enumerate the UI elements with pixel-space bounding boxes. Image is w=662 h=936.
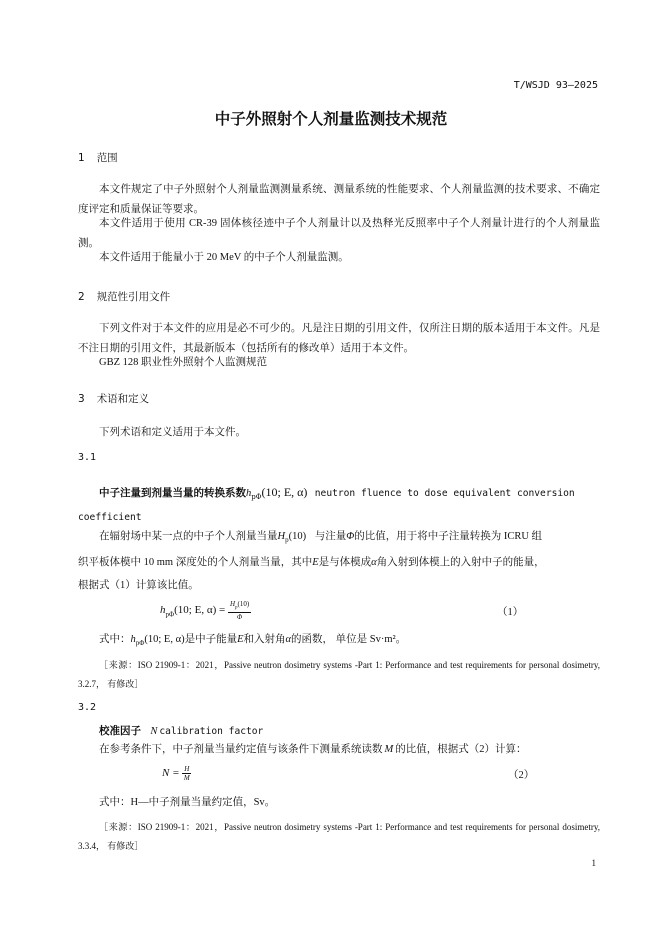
numerator-symbol: H [229, 600, 236, 608]
source-note: ［来源：ISO 21909-1：2021，Passive neutron dosimetry systems -Part 1: Performance and test requirements for personal dosimetry, 3.3.4， 有修改］ [78, 822, 600, 851]
term-english-continued: coefficient [78, 512, 142, 523]
symbol: Φ [346, 531, 355, 542]
eq-args: (10; E, α) = [174, 604, 226, 617]
section-number: 2 [78, 291, 85, 303]
denominator: M [183, 774, 190, 782]
text: 是与体模成 [318, 557, 372, 568]
section-number: 3 [78, 393, 85, 405]
paragraph: 本文件规定了中子外照射个人剂量监测测量系统、测量系统的性能要求、个人剂量监测的技术要求、不确定度评定和质量保证等要求。 [78, 184, 600, 215]
section-title: 范围 [96, 152, 118, 164]
source-note: ［来源：ISO 21909-1：2021，Passive neutron dosimetry systems -Part 1: Performance and test requirements for personal dosimetry, 3.2.7， 有修改］ [78, 660, 600, 689]
symbol-subscript: p [285, 536, 289, 545]
equation-label: （2） [508, 770, 535, 781]
paragraph: 本文件适用于能量小于 20 MeV 的中子个人剂量监测。 [99, 252, 349, 263]
symbol: h [130, 634, 136, 645]
numerator-subscript: p [235, 605, 238, 611]
term-chinese: 中子注量到剂量当量的转换系数 [99, 487, 246, 499]
page-number: 1 [591, 858, 596, 868]
text: 的比值，根据式（2）计算： [395, 744, 527, 755]
numerator-args: (10) [237, 600, 250, 608]
text: 在辐射场中某一点的中子个人剂量当量 [99, 531, 278, 542]
text: 的比值，用于将中子注量转换为 ICRU 组 [354, 531, 543, 542]
where-clause [99, 631, 406, 647]
symbol-subscript: pΦ [135, 639, 145, 648]
symbol: E [312, 557, 319, 568]
paragraph: 下列术语和定义适用于本文件。 [99, 427, 246, 438]
equation-label: （1） [497, 607, 524, 618]
term-english: neutron fluence to dose equivalent conversion [314, 488, 575, 499]
definition-line: 根据式（1）计算该比值。 [78, 580, 199, 591]
paragraph: 下列文件对于本文件的应用是必不可少的。凡是注日期的引用文件，仅所注日期的版本适用于本文件。凡是不注日期的引用文件，其最新版本（包括所有的修改单）适用于本文件。 [78, 323, 600, 354]
fraction [182, 765, 191, 782]
section-1-heading [78, 150, 118, 165]
symbol: E [237, 634, 244, 645]
text: 是中子能量 [184, 634, 238, 645]
text: 与注量 [314, 531, 347, 542]
section-title: 规范性引用文件 [96, 291, 171, 303]
term-heading [99, 723, 263, 738]
text: 式中： [99, 634, 131, 645]
section-3-heading [78, 391, 149, 406]
definition-line [78, 553, 545, 573]
symbol: M [384, 744, 394, 755]
text: 角入射到体模上的入射中子的能量， [376, 557, 545, 568]
numerator [228, 600, 251, 613]
text: 织平板体模中 10 mm 深度处的个人剂量当量，其中 [78, 557, 313, 568]
standard-number: T/WSJD 93—2025 [513, 80, 598, 91]
text: 和入射角 [243, 634, 286, 645]
symbol: α [371, 557, 377, 568]
term-chinese: 校准因子 [99, 725, 141, 737]
section-2-heading [78, 289, 170, 304]
term-heading [99, 485, 575, 501]
eq-symbol: h [160, 604, 166, 617]
term-number: 3.1 [78, 452, 97, 463]
section-number: 1 [78, 152, 85, 164]
eq-subscript: pΦ [165, 610, 175, 619]
term-english: calibration factor [159, 726, 264, 737]
symbol: H [277, 531, 286, 542]
numerator: H [184, 765, 190, 773]
term-symbol-args: (10; E, α) [261, 485, 308, 499]
document-title: 中子外照射个人剂量监测技术规范 [214, 110, 448, 128]
text: 的函数， 单位是 Sv·m²。 [291, 634, 407, 645]
eq-lhs: N = [162, 767, 180, 780]
definition-line [99, 527, 542, 550]
definition-line [99, 740, 527, 760]
section-title: 术语和定义 [96, 393, 150, 405]
symbol-args: (10; E, α) [144, 634, 185, 645]
term-number: 3.2 [78, 702, 97, 713]
text: 在参考条件下，中子剂量当量约定值与该条件下测量系统读数 [99, 744, 383, 755]
paragraph: 本文件适用于使用 CR-39 固体核径迹中子个人剂量计以及热释光反照率中子个人剂量计进行的个人剂量监测。 [78, 218, 600, 249]
term-symbol-subscript: pΦ [251, 493, 262, 502]
term-symbol: h [246, 488, 252, 499]
where-clause: 式中：H—中子剂量当量约定值，Sv。 [99, 797, 276, 808]
fraction [228, 600, 251, 621]
symbol-args: (10) [288, 531, 307, 542]
reference-item: GBZ 128 职业性外照射个人监测规范 [99, 357, 267, 368]
symbol: α [285, 634, 292, 645]
equation-1 [160, 600, 251, 621]
denominator: Φ [236, 613, 243, 622]
equation-2 [162, 765, 191, 782]
term-symbol: N [150, 726, 158, 737]
